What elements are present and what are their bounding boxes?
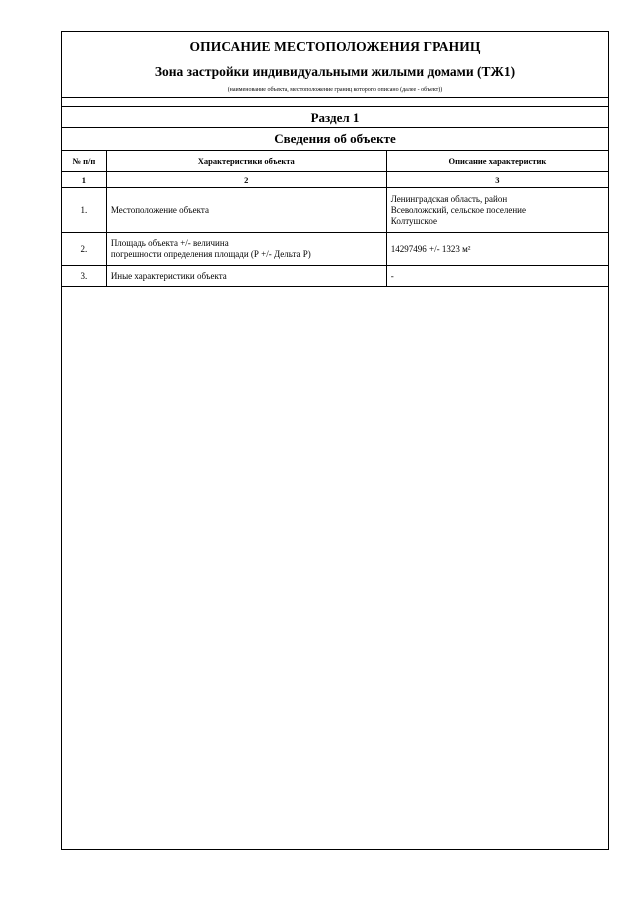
characteristic-line: погрешности определения площади (Р +/- Дельта Р) [110, 249, 311, 259]
spacer [62, 98, 608, 106]
description-line: Колтушское [390, 215, 437, 226]
description-line: Всеволожский, сельское поселение [390, 204, 526, 215]
description-line: Ленинградская область, район [390, 193, 508, 204]
object-properties-table [61, 150, 609, 287]
row-num: 1. [62, 188, 107, 233]
document-frame [61, 31, 609, 850]
zone-name: Зона застройки индивидуальными жилыми домами (ТЖ1) [154, 64, 516, 79]
table-row [62, 188, 609, 233]
row-description: - [386, 266, 608, 287]
section-subtitle: Сведения об объекте [274, 131, 396, 146]
table-row [62, 233, 609, 266]
column-number-row [62, 172, 609, 188]
row-num: 3. [62, 266, 107, 287]
table-row [62, 266, 609, 287]
row-characteristic: Местоположение объекта [106, 188, 386, 233]
col-number-1: 1 [62, 172, 107, 188]
row-characteristic: Иные характеристики объекта [106, 266, 386, 287]
row-num: 2. [62, 233, 107, 266]
object-caption: (наименование объекта, местоположение границ которого описано (далее - объект)) [62, 85, 608, 98]
row-characteristic [106, 233, 386, 266]
section-title: Раздел 1 [62, 106, 608, 128]
header-characteristic: Характеристики объекта [106, 151, 386, 172]
col-number-2: 2 [106, 172, 386, 188]
header-num: № п/п [62, 151, 107, 172]
row-description: 14297496 +/- 1323 м² [386, 233, 608, 266]
col-number-3: 3 [386, 172, 608, 188]
characteristic-line: Площадь объекта +/- величина [110, 238, 229, 248]
document-title: ОПИСАНИЕ МЕСТОПОЛОЖЕНИЯ ГРАНИЦ [189, 39, 481, 54]
row-description [386, 188, 608, 233]
header-description: Описание характеристик [386, 151, 608, 172]
table-header-row [62, 151, 609, 172]
